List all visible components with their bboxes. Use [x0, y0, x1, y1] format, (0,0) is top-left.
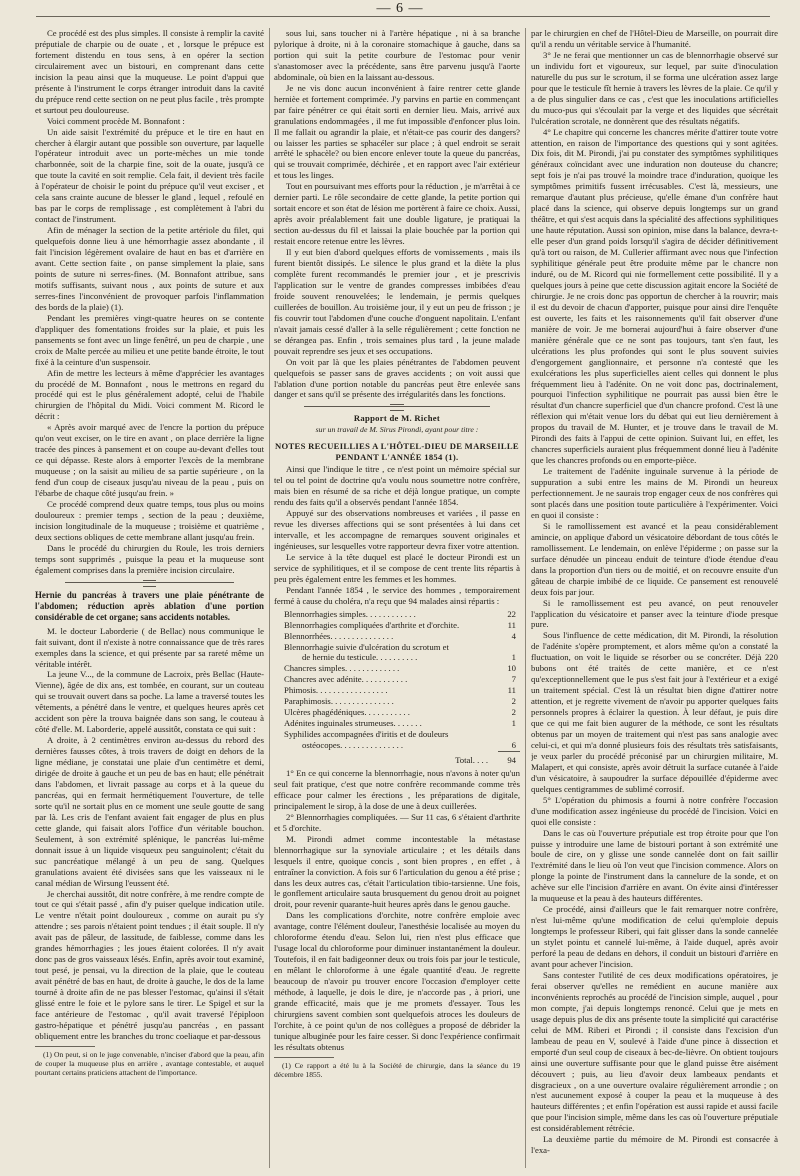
table-row — [274, 685, 520, 696]
paragraph: Le traitement de l'adénite inguinale survenue à la période de suppuration a subi entre les mains de M. Pirondi un heureux perfectionnement. Je ne saurais trop engager ceux de nos confrères qui sont placés dans une position toute particulière à l'expérimenter. Voici en quoi il consiste : — [531, 466, 778, 520]
paragraph: M. le docteur Laborderie ( de Bellac) nous communique le fait suivant, dont il n'existe à notre connaissance que de très rares exemples dans la science, et qui présente par sa rareté même un véritable intérêt. — [35, 625, 264, 669]
article-heading: Hernie du pancréas à travers une plaie pénétrante de l'abdomen; réduction après ablation d'une portion considérable de cet organe; sans accidents notables. — [35, 589, 264, 622]
table-label: Blennorrhagies compliquées d'arthrite et d'orchite. — [284, 619, 460, 630]
table-row — [274, 652, 520, 663]
paragraph: Le service à la tête duquel est placé le docteur Pirondi est un service de syphilitiques, et il se compose de cent trente lits répartis à peu près également entre les femmes et les hommes. — [274, 551, 520, 584]
paragraph: Ce procédé, ainsi d'ailleurs que le fait remarquer notre confrère, n'est lui-même qu'une modification de celui qu'emploie depuis longtemps le professeur Riberi, qui fait glisser dans la sonde cannelée un stylet pointu et cannelé lui-même, à l'aide duquel, après avoir perforé la peau de dedans en dehors, il conduit un bistouri d'arrière en avant pour achever l'incision. — [531, 904, 778, 970]
table-label: Blennorrhagies simples. . . . . . . . . . . . — [284, 608, 416, 619]
paragraph: Si le ramollissement est peu avancé, on peut renouveler l'application du vésicatoire et panser avec la teinture d'iode presque pure. — [531, 597, 778, 630]
table-label: Blennorrhagie suivie d'ulcération du scrotum et — [284, 641, 449, 652]
table-value: 7 — [511, 674, 516, 685]
column-1 — [35, 28, 264, 1170]
table-value: 11 — [507, 619, 516, 630]
paragraph: Ce procédé comprend deux quatre temps, tous plus ou moins douloureux : premier temps , section de la peau ; deuxième, incision longitudinale de la muqueuse ; troisième et quatrième , deux sections obliques de cette membrane allant jusqu'au frein. — [35, 498, 264, 542]
table-value: 6 — [511, 740, 516, 751]
paragraph: Afin de ménager la section de la petite artériole du filet, qui quelquefois donne lieu à une hémorrhagie assez abondante , il fait l'incision légèrement ovalaire de haut en bas et d'arrière en avant. Cette section faite , on panse simplement la plaie, sans points de suture ni serres-fines. (M. Bonnafont attribue, sans motifs suffisants, suivant nous , aux points de suture et aux serres-fines l'inconvénient de provoquer parfois l'inflammation des bords de la plaie) (1). — [35, 225, 264, 312]
paragraph: La deuxième partie du mémoire de M. Pirondi est consacrée à l'exa- — [531, 1134, 778, 1156]
section-separator — [304, 406, 490, 407]
paragraph: Si le ramollissement est avancé et la peau considérablement amincie, on applique d'abord un vésicatoire débordant de tous côtés le ramollissement. Le lendemain, on enlève l'épiderme ; on passe sur la surface dénudée un pinceau enduit de teinture d'iode étendue d'eau dans la proportion d'un tiers ou de moitié, et on recouvre ensuite d'un gâteau de charpie imbibé de ce liquide. Ce pansement est renouvelé deux fois par jour. — [531, 520, 778, 597]
footnote-rule — [274, 1057, 334, 1058]
paragraph: Appuyé sur des observations nombreuses et variées , il passe en revue les diverses affections qui se sont présentées à lui dans cet intervalle, et les accompagne de remarques souvent originales et ingénieuses, sur lesquelles votre rapporteur devra fixer votre attention. — [274, 508, 520, 551]
paragraph: La jeune V..., de la commune de Lacroix, près Bellac (Haute-Vienne), âgée de dix ans, est tombée, en courant, sur un couteau qui se trouvait ouvert dans sa poche. La lame a traversé toutes les vêtements, a pénétré dans le ventre, et quelques heures après cet accident son père la trouva baignée dans son sang, le couteau à côté d'elle. M. Laborderie, appelé aussitôt, constata ce qui suit : — [35, 669, 264, 735]
table-row — [274, 696, 520, 707]
paragraph: Tout en poursuivant mes efforts pour la réduction , je m'arrêtai à ce dernier parti. Le rôle secondaire de cette glande, la petite portion qui sortait encore et son état de lésion me portèrent à faire ce choix. Aussi, après avoir préalablement fait une double ligature, je pratiquai la section au-dessus du fil et laissai la plaie bouchée par la portion qui restait encore retenue entre les lèvres. — [274, 181, 520, 247]
table-label: de hernie du testicule. . . . . . . . . . — [302, 652, 418, 663]
paragraph: 1° En ce qui concerne la blennorrhagie, nous n'avons à noter qu'un seul fait pratique, c'est que notre confrère recommande comme très efficace pour calmer les érections , les préparations de digitale, principalement le sirop, à la dose de une à deux cuillerées. — [274, 768, 520, 811]
header-rule — [36, 16, 770, 17]
table-label: Ulcères phagédéniques. . . . . . . . . . . — [284, 707, 410, 718]
paragraph: 3° Je ne ferai que mentionner un cas de blennorrhagie observé sur un individu fort et vigoureux, sur lequel, par suite d'inoculation naturelle du pus sur le scrotum, il se forma une ulcération assez large pour que le testicule fît hernie à travers les lèvres de la plaie. Ce qu'il y a de plus singulier dans ce cas , c'est que les inoculations artificielles du muco-pus qui s'écoulait par la verge et des liquides que sécrétait l'ulcération scrotale, ne donnèrent que des résultats négatifs. — [531, 49, 778, 126]
table-row — [274, 620, 520, 631]
table-label: Paraphimosis. . . . . . . . . . . . . . . — [284, 696, 394, 707]
table-label: Blennorrhées. . . . . . . . . . . . . . . — [284, 630, 394, 641]
report-title: Rapport de M. Richet — [353, 413, 441, 424]
table-label: Adénites inguinales strumeuses. . . . . . . — [284, 718, 422, 729]
table-row — [274, 631, 520, 642]
paragraph: Je cherchai aussitôt, dit notre confrère, à me rendre compte de tout ce qui s'était passé , afin d'y puiser quelque indication utile. Le ventre n'était point douloureux , comme on aurait pu s'y attendre ; ses parois n'étaient point tendues ; il était souple. Il n'y avait pas de pâleur, de lassitude, de faiblesse, comme dans les grandes hémorrhagies ; les joues étaient colorées. Il n'y avait donc pas de gros vaisseaux lésés. Enfin, après avoir tout examiné, tout pesé, je pensai, vu la direction de la plaie, que le couteau avait pénétré de bas en haut, de droite à gauche, le dos de la lame tourné à droite afin de ne pas blesser l'estomac, qu'ainsi il s'était glissé entre le foie et le pylore sans le tirer. Le Spigel et sur la face antérieure de l'estomac , qu'il avait traversé l'épiploon gastro-hépatique et pénétré jusqu'au pancréas , en passant obliquement entre les branches du tronc coeliaque et par-dessous — [35, 888, 264, 1041]
table-row — [274, 674, 520, 685]
section-separator — [65, 582, 234, 583]
table-value: 11 — [507, 685, 516, 696]
paragraph: Un aide saisit l'extrémité du prépuce et le tire en haut en chercher à élargir autant que possible son ouverture, par laquelle l'opérateur introduit avec un porte-mèches un mie tonde charbonnée, soit de la charpie fine, soit de la ouate, jusqu'à ce que toute la cavité en soit remplie. Cela fait, il devient très facile à l'opérateur de choisir le point du prépuce qu'il veut exciser , et cela sans crainte aucune de blesser le gland , lequel , refoulé en bas par le corps de remplissage , est complètement à l'abri du contact de l'instrument. — [35, 126, 264, 225]
column-divider — [525, 28, 526, 1168]
table-value: 1 — [511, 652, 516, 663]
paragraph: « Après avoir marqué avec de l'encre la portion du prépuce qu'on veut exciser, on le tire en avant , on place derrière la ligne tracée des pinces à pansement et on coupe au-devant d'elles tout ce qui dépasse. Reste alors à emporter l'excès de la membrane muqueuse ; on la saisit au milieu de sa partie supérieure , on la fend d'un coup de ciseaux jusqu'au niveau de la peau , puis on l'ébarbe de chaque côté jusqu'au frein. » — [35, 422, 264, 499]
paragraph: par le chirurgien en chef de l'Hôtel-Dieu de Marseille, on pourrait dire qu'il a rendu un véritable service à l'humanité. — [531, 28, 778, 49]
paragraph: M. Pirondi admet comme incontestable la métastase blennorrhagique sur la synoviale articulaire ; et les détails dans lesquels il entre, quoique concis , sont bien propres , en effet , à entraîner la conviction. A fois sur 6 l'articulation du genou a été prise ; dans les deux autres cas, c'était l'articulation tibio-tarsienne. Une fois, le gonflement articulaire sauta brusquement du genou droit au poignet droit, pour revenir quarante-huit heures après dans le genou gauche. — [274, 833, 520, 910]
paragraph: Ainsi que l'indique le titre , ce n'est point un mémoire spécial sur tel ou tel point de doctrine qu'a voulu nous soumettre notre confrère, mais bien en résumé de sa riche et déjà longue pratique, un compte rendu des faits qu'il a observés pendant l'année 1854. — [274, 464, 520, 508]
paragraph: Il y eut bien d'abord quelques efforts de vomissements , mais ils furent bientôt dissipés. Le silence le plus grand et la diète la plus complète furent recommandés le premier jour , et je prescrivis l'application sur le ventre de grandes compresses imbibées d'eau froide souvent renouvelées; le lendemain, je permis quelques cuillerées de bouillon. Au troisième jour, il y eut un peu de frisson ; je fis couvrir tout l'abdomen d'une couche d'onguent napolitain. L'enfant n'avait jamais cessé d'aller à la selle régulièrement ; cette fonction ne se dérangea pas. Enfin , trois semaines plus tard , la jeune malade pouvait reprendre ses jeux et ses occupations. — [274, 247, 520, 356]
paragraph: Je ne vis donc aucun inconvénient à faire rentrer cette glande hernièe et fortement comprimée. J'y parvins en partie en commençant par faire pénétrer ce qui était sorti en dernier lieu. Mais, arrivé aux granulations endommagées , il me fut impossible d'enfoncer plus loin. Il me fallait ou agrandir la plaie, et n'était-ce pas courir des dangers? ou laisser les parties se sphacéler sur place ; à quel endroit se serait arrêté le sphacèle? ou bien encore enlever toute la queue du pancréas, qui se trouvait comprimée, déchirée , et en rapport avec l'air extérieur et tous les linges. — [274, 82, 520, 181]
paragraph: Voici comment procède M. Bonnafont : — [47, 115, 185, 126]
paragraph: Sans contester l'utilité de ces deux modifications opératoires, je ferai observer qu'elles ne remédient en aucune manière aux inconvénients reprochés au procédé de l'incision simple, auquel , pour mon compte, j'ai depuis longtemps renoncé. Celui que je mets en usage depuis plus de dix ans présente toute la simplicité qui caractérise celui de MM. Riberi et Pirondi ; il consiste dans l'excision d'un lambeau de peau en V, soulevé à l'aide d'une pince à dissection et emporté d'un seul coup de ciseaux à bec-de-lièvre. On obtient toujours ainsi une ouverture suffisante pour que le gland puisse être aisément découvert ; puis, au lieu d'avoir deux lambeaux pendants et disgracieux , on a une ouverture ovalaire régulièrement arrondie ; on n'est aucunement exposé à couper la peau et la muqueuse à des hauteurs différentes ; et enfin l'opération est aussi rapide et aussi facile que pour l'incision simple, même dans les cas où l'ouverture préputiale est considérablement rétrécie. — [531, 969, 778, 1134]
column-divider — [269, 28, 270, 1168]
paragraph: 4° Le chapitre qui concerne les chancres mérite d'attirer toute votre attention, en raison de l'importance des questions qui y sont agitées. Dix fois, dit M. Pirondi, j'ai pu constater des symptômes syphilitiques généraux coïncidant avec une induration non douteuse du chancre; sept fois je n'ai pas trouvé la moindre trace d'induration, quoique les symptômes primitifs fussent irrécusables. C'est là, messieurs, une remarque d'autant plus précieuse, qu'elle émane d'un confrère haut placé dans la science, qui observe depuis longtemps sur un grand théâtre, et qui s'est acquis dans la spécialité des affections syphilitiques une haute réputation. Aussi son opinion, mise dans la balance, devra-t-elle peser d'un grand poids lorsqu'il s'agira de décider définitivement qu'à tort ou raison, de M. Cullerier affirmant avec nous que l'infection syphilitique générale peut être produite même par le chancre non induré, ou de M. Ricord qui nie formellement cette possibilité. Il y a quelques jours à peine que cette discussion agitait encore la Société de chirurgie. Je ne crois donc pas opportun de chercher à la rouvrir; mais il est du devoir de chacun d'apporter, puisque pour ainsi dire l'enquête est ouverte, les faits et les raisonnements qu'il fait observer d'une manière de voir. Je me bornerai aujourd'hui à faire observer d'une manière générale que ce ne sont pas toujours, tant s'en faut, les ulcérations les plus profondes qui sont le plus souvent suivies d'engorgement ganglionnaire, et personne n'a contesté que les exulcérations les plus superficielles aient celles qui donnent le plus fréquemment lieu à l'adénite. On ne voit donc pas, doctrinalement, pourquoi l'infection syphilitique ne pourrait pas aussi bien être le résultat d'un chancre superficiel que d'un chancre profond. C'est là une réflexion qui m'était venue lors du débat qui eut lieu dernièrement à propos du travail de M. Hunter, et je trouve dans le travail de M. Pirondi des faits à l'appui de cette opinion. Suivant lui, en effet, les chancres superficiels auraient plus fréquemment donné lieu à l'adénite que les chancres profonds ou en emporte-pièce. — [531, 126, 778, 466]
footnote: (1) On peut, si on le juge convenable, n'inciser d'abord que la peau, afin de couper la muqueuse plus en arrière , avantage contestable, et auquel pourtant certains praticiens attachent de l'importance. — [35, 1049, 264, 1078]
paragraph: 5° L'opération du phimosis a fourni à notre confrère l'occasion d'une modification assez ingénieuse du procédé de l'incision. Voici en quoi elle consiste : — [531, 794, 778, 827]
table-label: Syphilides accompagnées d'iritis et de douleurs — [284, 729, 449, 740]
paragraph: Afin de mettre les lecteurs à même d'apprécier les avantages du procédé de M. Bonnafont , nous le mettrons en regard du procédé qui est le plus généralement adopté, celui de l'habile chirurgien de l'hôpital du Midi. Voici comment M. Ricord le décrit : — [35, 367, 264, 422]
column-2 — [274, 28, 520, 1170]
table-value: 1 — [511, 718, 516, 729]
table-label: Phimosis. . . . . . . . . . . . . . . . . — [284, 685, 388, 696]
paragraph: Dans les complications d'orchite, notre confrère emploie avec avantage, contre l'élément douleur, l'anesthésie localisée au moyen du chloroforme étendu d'eau. Selon lui, rien n'est plus efficace que l'usage local du chloroforme pour diminuer instantanément la douleur. Toutefois, il en fait badigeonner deux ou trois fois par jour le testicule, en mêlant le chloroforme à une égale quantité d'eau. Je regrette beaucoup de n'avoir pu trouver encore l'occasion d'employer cette méthode, à laquelle, je dois le dire, je n'accorde pas , à priori, une grande efficacité, mais que je me promets d'essayer. Tous les chirurgiens savent combien sont quelquefois atroces les douleurs de l'orchite, à ce point qu'un de nos collègues a proposé de débrider la tunique albuginée pour les faire cesser. Si donc l'expérience confirmait les résultats obtenus — [274, 910, 520, 1052]
paragraph: 2° Blennorrhagies compliquées. — Sur 11 cas, 6 s'étaient d'arthrite et 5 d'orchite. — [274, 811, 520, 833]
footnote: (1) Ce rapport a été lu à la Société de chirurgie, dans la séance du 19 décembre 1855. — [274, 1060, 520, 1079]
column-3 — [531, 28, 778, 1170]
paragraph: Pendant l'année 1854 , le service des hommes , temporairement fermé à cause du choléra, n'a reçu que 94 malades ainsi répartis : — [274, 584, 520, 606]
total-value: 94 — [498, 752, 520, 766]
table-row — [274, 729, 520, 740]
report-subtitle: sur un travail de M. Sirus Pirondi, ayant pour titre : — [315, 425, 479, 435]
table-value — [498, 729, 520, 740]
table-row — [274, 642, 520, 653]
page-number: — 6 — — [340, 4, 460, 15]
patient-table — [274, 609, 520, 766]
table-value: 4 — [511, 630, 516, 641]
table-value — [498, 642, 520, 653]
table-label: Chancres avec adénite. . . . . . . . . . . — [284, 674, 408, 685]
table-row — [274, 718, 520, 729]
paragraph: Ce procédé est des plus simples. Il consiste à remplir la cavité préputiale de charpie ou de ouate , et , lorsque le prépuce est fortement distendu en tous sens, à en opérer la section circulairement avec un bistouri, en comprenant dans cette incision la peau ainsi que la muqueuse. Le point d'appui que présente à l'instrument le corps étranger introduit dans la cavité du prépuce rend cette section on ne peut plus facile , très prompte et surtout peu douloureuse. — [35, 28, 264, 115]
paragraph: On voit par là que les plaies pénétrantes de l'abdomen peuvent quelquefois se passer sans de graves accidents ; on voit aussi que l'ablation d'une portion notable du pancréas peut être enlevée sans danger et sans qu'il se présente des irrégularités dans les fonctions. — [274, 356, 520, 400]
paragraph: Pendant les premières vingt-quatre heures on se contente d'appliquer des fomentations froides sur la plaie, et puis les pansements se font avec un linge fenêtré, un peu de charpie , une croix de Malte percée au milieu et une petite bande étroite, le tout fixé à la ceinture d'un suspensoir. — [35, 312, 264, 367]
table-row — [274, 707, 520, 718]
report-heading: NOTES RECUEILLIES A L'HÔTEL-DIEU DE MARSEILLE PENDANT L'ANNÉE 1854 (1). — [275, 441, 519, 463]
table-label: Chancres simples. . . . . . . . . . . . . — [284, 663, 400, 674]
paragraph: Dans le procédé du chirurgien du Roule, les trois derniers temps sont supprimés , puisque la peau et la muqueuse sont également comprises dans la première incision circulaire. — [35, 542, 264, 575]
footnote-rule — [35, 1046, 95, 1047]
paragraph: Sous l'influence de cette médication, dit M. Pirondi, la résolution de l'adénite s'opère promptement, et alors même qu'on a constaté la fluctuation, on voit le liquide se résorber ou se concréter. Déjà 220 bubons ont été traités de cette manière, et ce n'est qu'exceptionnellement que le pus s'est fait jour à l'extérieur et a exigé un traitement spécial. C'est là un résultat bien digne d'attirer notre attention, et je regrette vivement de n'avoir pu apporter quelques faits personnels propres à éclairer la question. À leur défaut, je puis dire que ce qui me fait bien augurer de la méthode, ce sont les résultats obtenus par un moyen de traitement qui n'est pas sans analogie avec celui-ci, et qui m'a donné plusieurs fois des résultats très satisfaisants, je veux parler du procédé préconisé par un chirurgien militaire, M. Malapert, et qui consiste, après avoir détruit la surface cutanée à l'aide d'un vésicatoire, à saupoudrer la surface dépouillée d'épiderme avec quelques centigrammes de sublimé corrosif. — [531, 630, 778, 794]
total-label: Total. . . . — [455, 754, 488, 765]
table-value: 2 — [511, 707, 516, 718]
table-row — [274, 740, 520, 751]
paragraph: A droite, à 2 centimètres environ au-dessus du rebord des dernières fausses côtes, à trois travers de doigt en dehors de la ligne médiane, je constatai une plaie d'un centimètre et demi, dirigée de droite à gauche et un peu de bas en haut; elle pénétrait dans l'abdomen, et livrait passage au corps et à la queue du pancréas, qui en fermait hermétiquement l'ouverture, de telle sorte qu'il ne sortait plus en ce moment une seule goutte de sang par là. Les cris de l'enfant avaient fait engager de plus en plus cette glande, qui faisait alors l'office d'un véritable bouchon. Seulement, à son extrémité splénique, le pancréas lui-même donnait issue à un liquide visqueux peu sanguinolent; c'était du suc pancréatique mélangé à un peu de sang. Quelques granulations avaient été divisées sans que les vaisseaux ni le canal médian de Wirsung l'eussent été. — [35, 735, 264, 888]
table-value: 2 — [511, 696, 516, 707]
table-total-row — [274, 752, 520, 766]
paragraph: sous lui, sans toucher ni à l'artère hépatique , ni à sa branche pylorique à droite, ni à la coronaire stomachique à gauche, dans sa portion qui suit la petite courbure de l'estomac pour venir s'anastomoser avec la précédente, sans être parvenu jusqu'à l'aorte abdominale, où bien en la laissant au-dessous. — [274, 28, 520, 82]
table-value: 22 — [507, 608, 516, 619]
page-header — [0, 2, 800, 24]
table-value: 10 — [507, 663, 516, 674]
table-label: ostéocopes. . . . . . . . . . . . . . . — [302, 740, 404, 751]
table-row — [274, 663, 520, 674]
paragraph: Dans le cas où l'ouverture préputiale est trop étroite pour que l'on puisse y introduire une lame de bistouri portant à son extrémité une boule de cire, on y glisse une sonde cannelée dont on fait saillir l'extrémité dans le lieu où l'on veut que l'incision commence. Alors on plonge la pointe de l'instrument dans la cannelure de la sonde, et on achève sur elle l'incision d'arrière en avant. On évite ainsi d'intéresser la muqueuse et la peau à des hauteurs différentes. — [531, 827, 778, 904]
table-row — [274, 609, 520, 620]
